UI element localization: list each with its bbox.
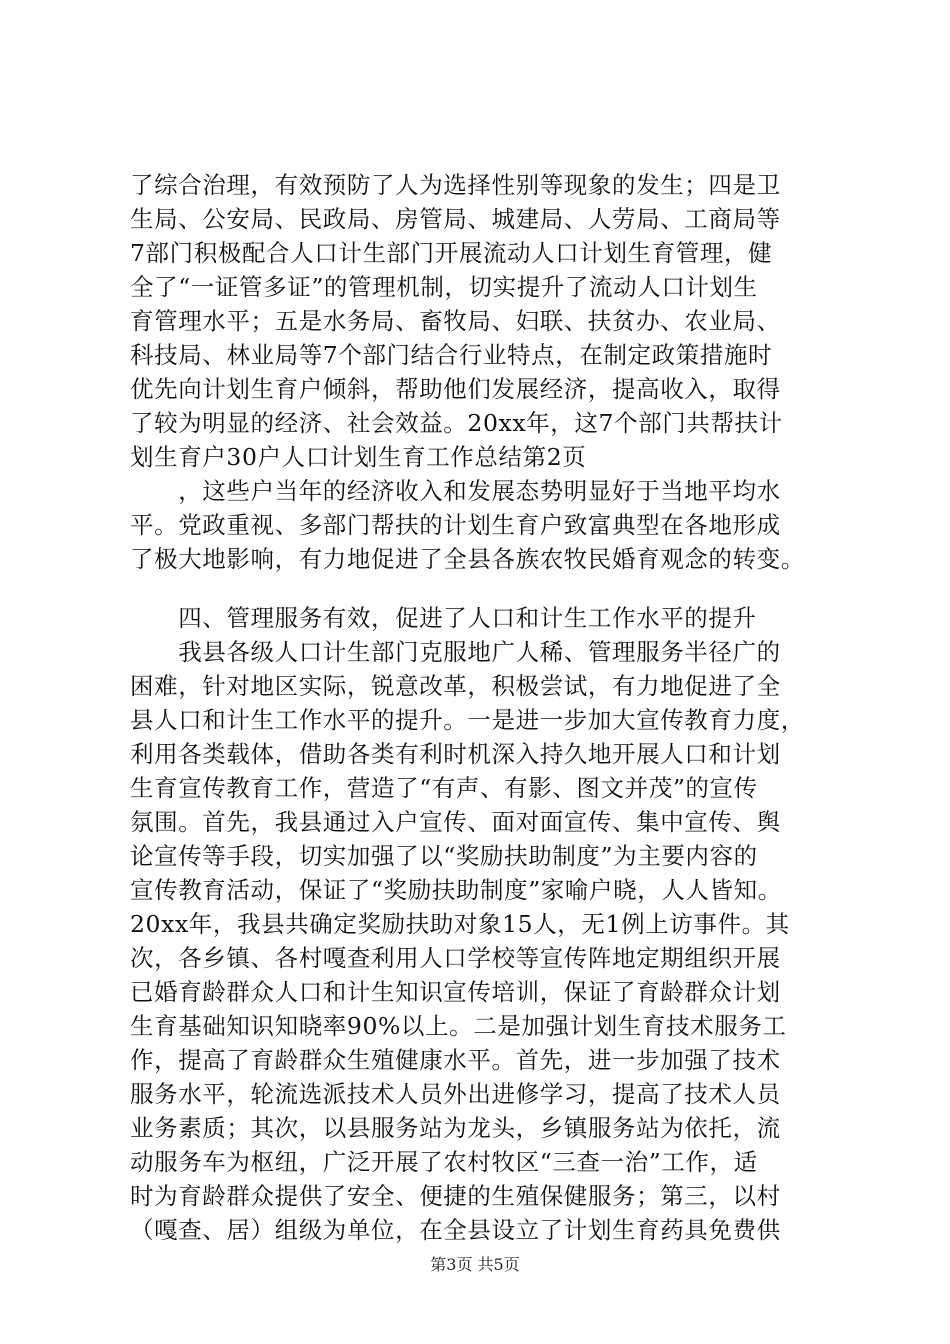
text-line: 论宣传等手段，切实加强了以“奖励扶助制度”为主要内容的	[130, 842, 758, 870]
page-footer: 第3页 共5页	[430, 1255, 520, 1274]
text-line: 利用各类载体，借助各类有利时机深入持久地开展人口和计划	[130, 740, 781, 768]
text-line: 时为育龄群众提供了安全、便捷的生殖保健服务；第三，以村	[130, 1182, 781, 1210]
text-line: 我县各级人口计生部门克服地广人稀、管理服务半径广的	[130, 638, 781, 666]
text-line: 动服务车为枢纽，广泛开展了农村牧区“三查一治”工作，适	[130, 1148, 758, 1176]
text-line: ，这些户当年的经济收入和发展态势明显好于当地平均水	[130, 477, 781, 505]
text-line: 育管理水平；五是水务局、畜牧局、妇联、扶贫办、农业局、	[130, 307, 781, 335]
text-line: 业务素质；其次，以县服务站为龙头，乡镇服务站为依托，流	[130, 1114, 781, 1142]
text-line: 20xx年，我县共确定奖励扶助对象15人，无1例上访事件。其	[130, 910, 790, 938]
text-line: 了较为明显的经济、社会效益。20xx年，这7个部门共帮扶计	[130, 409, 783, 437]
text-line: 科技局、林业局等7个部门结合行业特点，在制定政策措施时	[130, 341, 773, 369]
text-line: 生育基础知识知晓率90%以上。二是加强计划生育技术服务工	[130, 1012, 787, 1040]
text-line: 服务水平，轮流选派技术人员外出进修学习，提高了技术人员	[130, 1080, 781, 1108]
text-line: 宣传教育活动，保证了“奖励扶助制度”家喻户晓，人人皆知。	[130, 876, 782, 904]
text-line: 全了“一证管多证”的管理机制，切实提升了流动人口计划生	[130, 273, 758, 301]
text-line: 平。党政重视、多部门帮扶的计划生育户致富典型在各地形成	[130, 511, 781, 539]
text-line: 氛围。首先，我县通过入户宣传、面对面宣传、集中宣传、舆	[130, 808, 781, 836]
text-line: 生育宣传教育工作，营造了“有声、有影、图文并茂”的宣传	[130, 774, 758, 802]
text-line: 县人口和计生工作水平的提升。一是进一步加大宣传教育力度，	[130, 706, 805, 734]
text-line: 困难，针对地区实际，锐意改革，积极尝试，有力地促进了全	[130, 672, 781, 700]
text-line: 了综合治理，有效预防了人为选择性别等现象的发生；四是卫	[130, 171, 781, 199]
text-line: （嘎查、居）组级为单位，在全县设立了计划生育药具免费供	[130, 1216, 781, 1244]
text-line: 已婚育龄群众人口和计生知识宣传培训，保证了育龄群众计划	[130, 978, 781, 1006]
text-line: 了极大地影响，有力地促进了全县各族农牧民婚育观念的转变。	[130, 545, 805, 573]
text-line: 生局、公安局、民政局、房管局、城建局、人劳局、工商局等	[130, 205, 781, 233]
text-line: 作，提高了育龄群众生殖健康水平。首先，进一步加强了技术	[130, 1046, 781, 1074]
text-line: 7部门积极配合人口计生部门开展流动人口计划生育管理，健	[130, 239, 773, 267]
text-line: 优先向计划生育户倾斜，帮助他们发展经济，提高收入，取得	[130, 375, 781, 403]
text-line: 划生育户30户人口计划生育工作总结第2页	[130, 443, 587, 471]
section-heading: 四、管理服务有效，促进了人口和计生工作水平的提升	[130, 604, 757, 632]
text-line: 次，各乡镇、各村嘎查利用人口学校等宣传阵地定期组织开展	[130, 944, 781, 972]
